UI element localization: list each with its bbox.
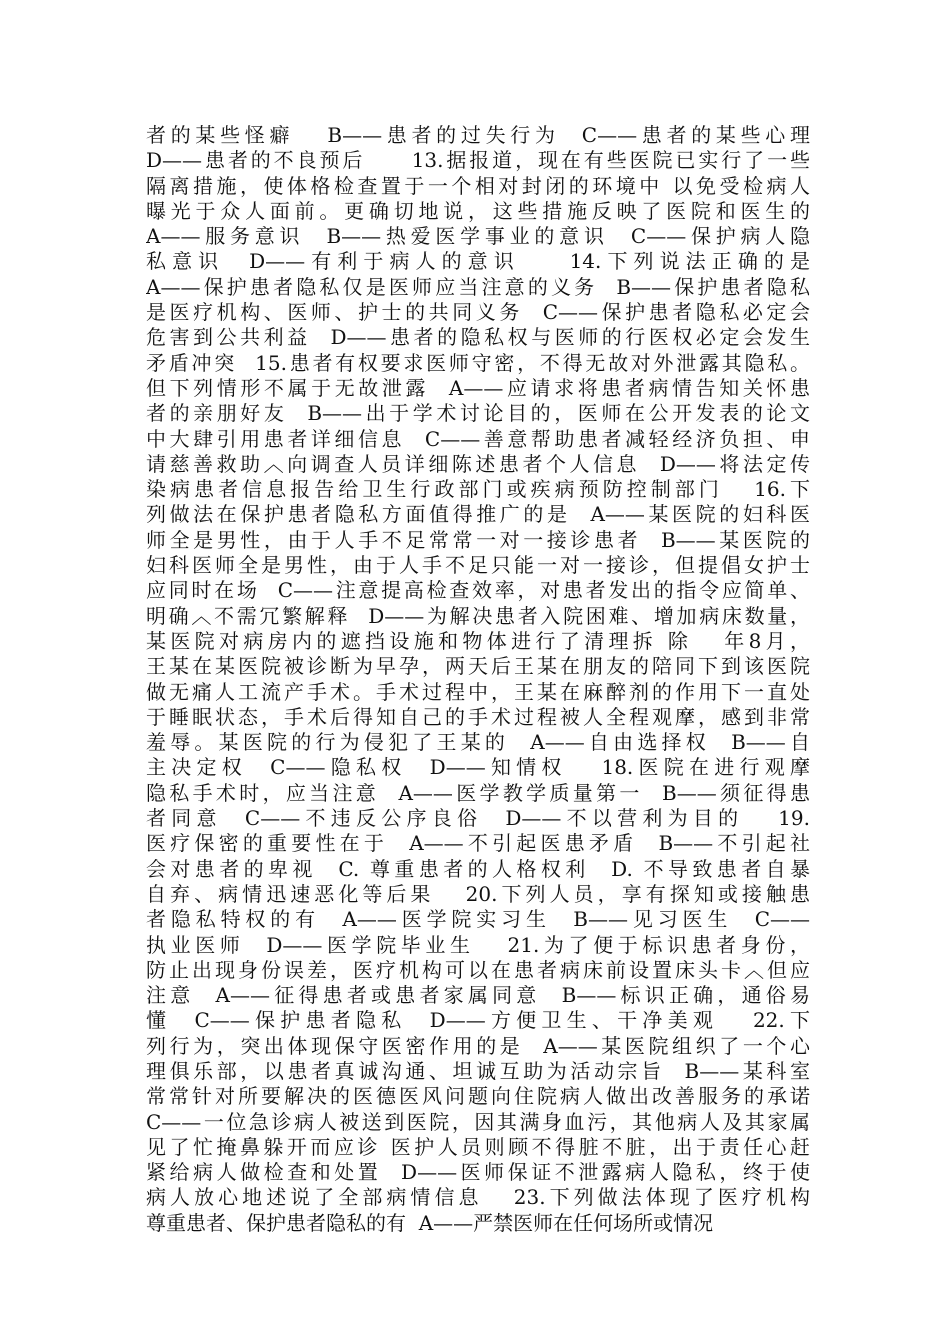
- text-line: 执业医师 D——医学院毕业生 21.为了便于标识患者身份，: [146, 932, 810, 957]
- text-line: 隔离措施，使体格检查置于一个相对封闭的环境中 以免受检病人: [146, 173, 810, 198]
- text-line: 曝光于众人面前。更确切地说，这些措施反映了医院和医生的: [146, 198, 810, 223]
- text-line: 主决定权 C——隐私权 D——知情权 18.医院在进行观摩: [146, 755, 810, 780]
- text-line: D——患者的不良预后 13.据报道，现在有些医院已实行了一些: [146, 148, 810, 173]
- text-line: 紧给病人做检查和处置 D——医师保证不泄露病人隐私，终于使: [146, 1160, 810, 1185]
- text-line: 是医疗机构、医师、护士的共同义务 C——保护患者隐私必定会: [146, 300, 810, 325]
- text-line: 列行为，突出体现保守医密作用的是 A——某医院组织了一个心: [146, 1033, 810, 1058]
- text-line: 王某在某医院被诊断为早孕，两天后王某在朋友的陪同下到该医院: [146, 654, 810, 679]
- text-line: 应同时在场 C——注意提高检查效率，对患者发出的指令应简单、: [146, 578, 810, 603]
- text-line: 医疗保密的重要性在于 A——不引起医患矛盾 B——不引起社: [146, 831, 810, 856]
- text-line: C——一位急诊病人被送到医院，因其满身血污，其他病人及其家属: [146, 1109, 810, 1134]
- body-text: [146, 123, 810, 1236]
- text-line: 但下列情形不属于无故泄露 A——应请求将患者病情告知关怀患: [146, 375, 810, 400]
- text-line: 明确︿不需冗繁解释 D——为解决患者入院困难、增加病床数量，: [146, 603, 810, 628]
- text-line: A——服务意识 B——热爱医学事业的意识 C——保护病人隐: [146, 224, 810, 249]
- text-line: 某医院对病房内的遮挡设施和物体进行了清理拆 除 年8月，: [146, 628, 810, 653]
- text-line: 自弃、病情迅速恶化等后果 20.下列人员，享有探知或接触患: [146, 881, 810, 906]
- text-line: A——保护患者隐私仅是医师应当注意的义务 B——保护患者隐私: [146, 274, 810, 299]
- text-line: 隐私手术时，应当注意 A——医学教学质量第一 B——须征得患: [146, 780, 810, 805]
- text-line: 矛盾冲突 15.患者有权要求医师守密，不得无故对外泄露其隐私。: [146, 350, 810, 375]
- text-line: 做无痛人工流产手术。手术过程中，王某在麻醉剂的作用下一直处: [146, 679, 810, 704]
- text-line: 病人放心地述说了全部病情信息 23.下列做法体现了医疗机构: [146, 1185, 810, 1210]
- text-line: 于睡眠状态，手术后得知自己的手术过程被人全程观摩，感到非常: [146, 704, 810, 729]
- text-line: 妇科医师全是男性，由于人手不足只能一对一接诊，但提倡女护士: [146, 553, 810, 578]
- text-line: 理俱乐部，以患者真诚沟通、坦诚互助为活动宗旨 B——某科室: [146, 1058, 810, 1083]
- text-line: 私意识 D——有利于病人的意识 14.下列说法正确的是: [146, 249, 810, 274]
- text-line: 染病患者信息报告给卫生行政部门或疾病预防控制部门 16.下: [146, 477, 810, 502]
- text-line: 羞辱。某医院的行为侵犯了王某的 A——自由选择权 B——自: [146, 730, 810, 755]
- text-line: 注意 A——征得患者或患者家属同意 B——标识正确，通俗易: [146, 983, 810, 1008]
- text-line: 危害到公共利益 D——患者的隐私权与医师的行医权必定会发生: [146, 325, 810, 350]
- text-line: 防止出现身份误差，医疗机构可以在患者病床前设置床头卡︿但应: [146, 957, 810, 982]
- text-line: 者同意 C——不违反公序良俗 D——不以营利为目的 19.: [146, 806, 810, 831]
- text-line: 者的某些怪癖 B——患者的过失行为 C——患者的某些心理: [146, 123, 810, 147]
- text-line: 请慈善救助︿向调查人员详细陈述患者个人信息 D——将法定传: [146, 451, 810, 476]
- text-line: 师全是男性，由于人手不足常常一对一接诊患者 B——某医院的: [146, 527, 810, 552]
- text-line: 会对患者的卑视 C. 尊重患者的人格权利 D. 不导致患者自暴: [146, 856, 810, 881]
- text-line: 列做法在保护患者隐私方面值得推广的是 A——某医院的妇科医: [146, 502, 810, 527]
- text-line: 者隐私特权的有 A——医学院实习生 B——见习医生 C——: [146, 907, 810, 932]
- text-line: 懂 C——保护患者隐私 D——方便卫生、干净美观 22.下: [146, 1008, 810, 1033]
- text-line: 尊重患者、保护患者隐私的有 A——严禁医师在任何场所或情况: [146, 1210, 714, 1235]
- text-line: 者的亲朋好友 B——出于学术讨论目的，医师在公开发表的论文: [146, 401, 810, 426]
- text-line: 常常针对所要解决的医德医风问题向住院病人做出改善服务的承诺: [146, 1084, 810, 1109]
- text-line: 中大肆引用患者详细信息 C——善意帮助患者减轻经济负担、申: [146, 426, 810, 451]
- text-line: 见了忙掩鼻躲开而应诊 医护人员则顾不得脏不脏，出于责任心赶: [146, 1134, 810, 1159]
